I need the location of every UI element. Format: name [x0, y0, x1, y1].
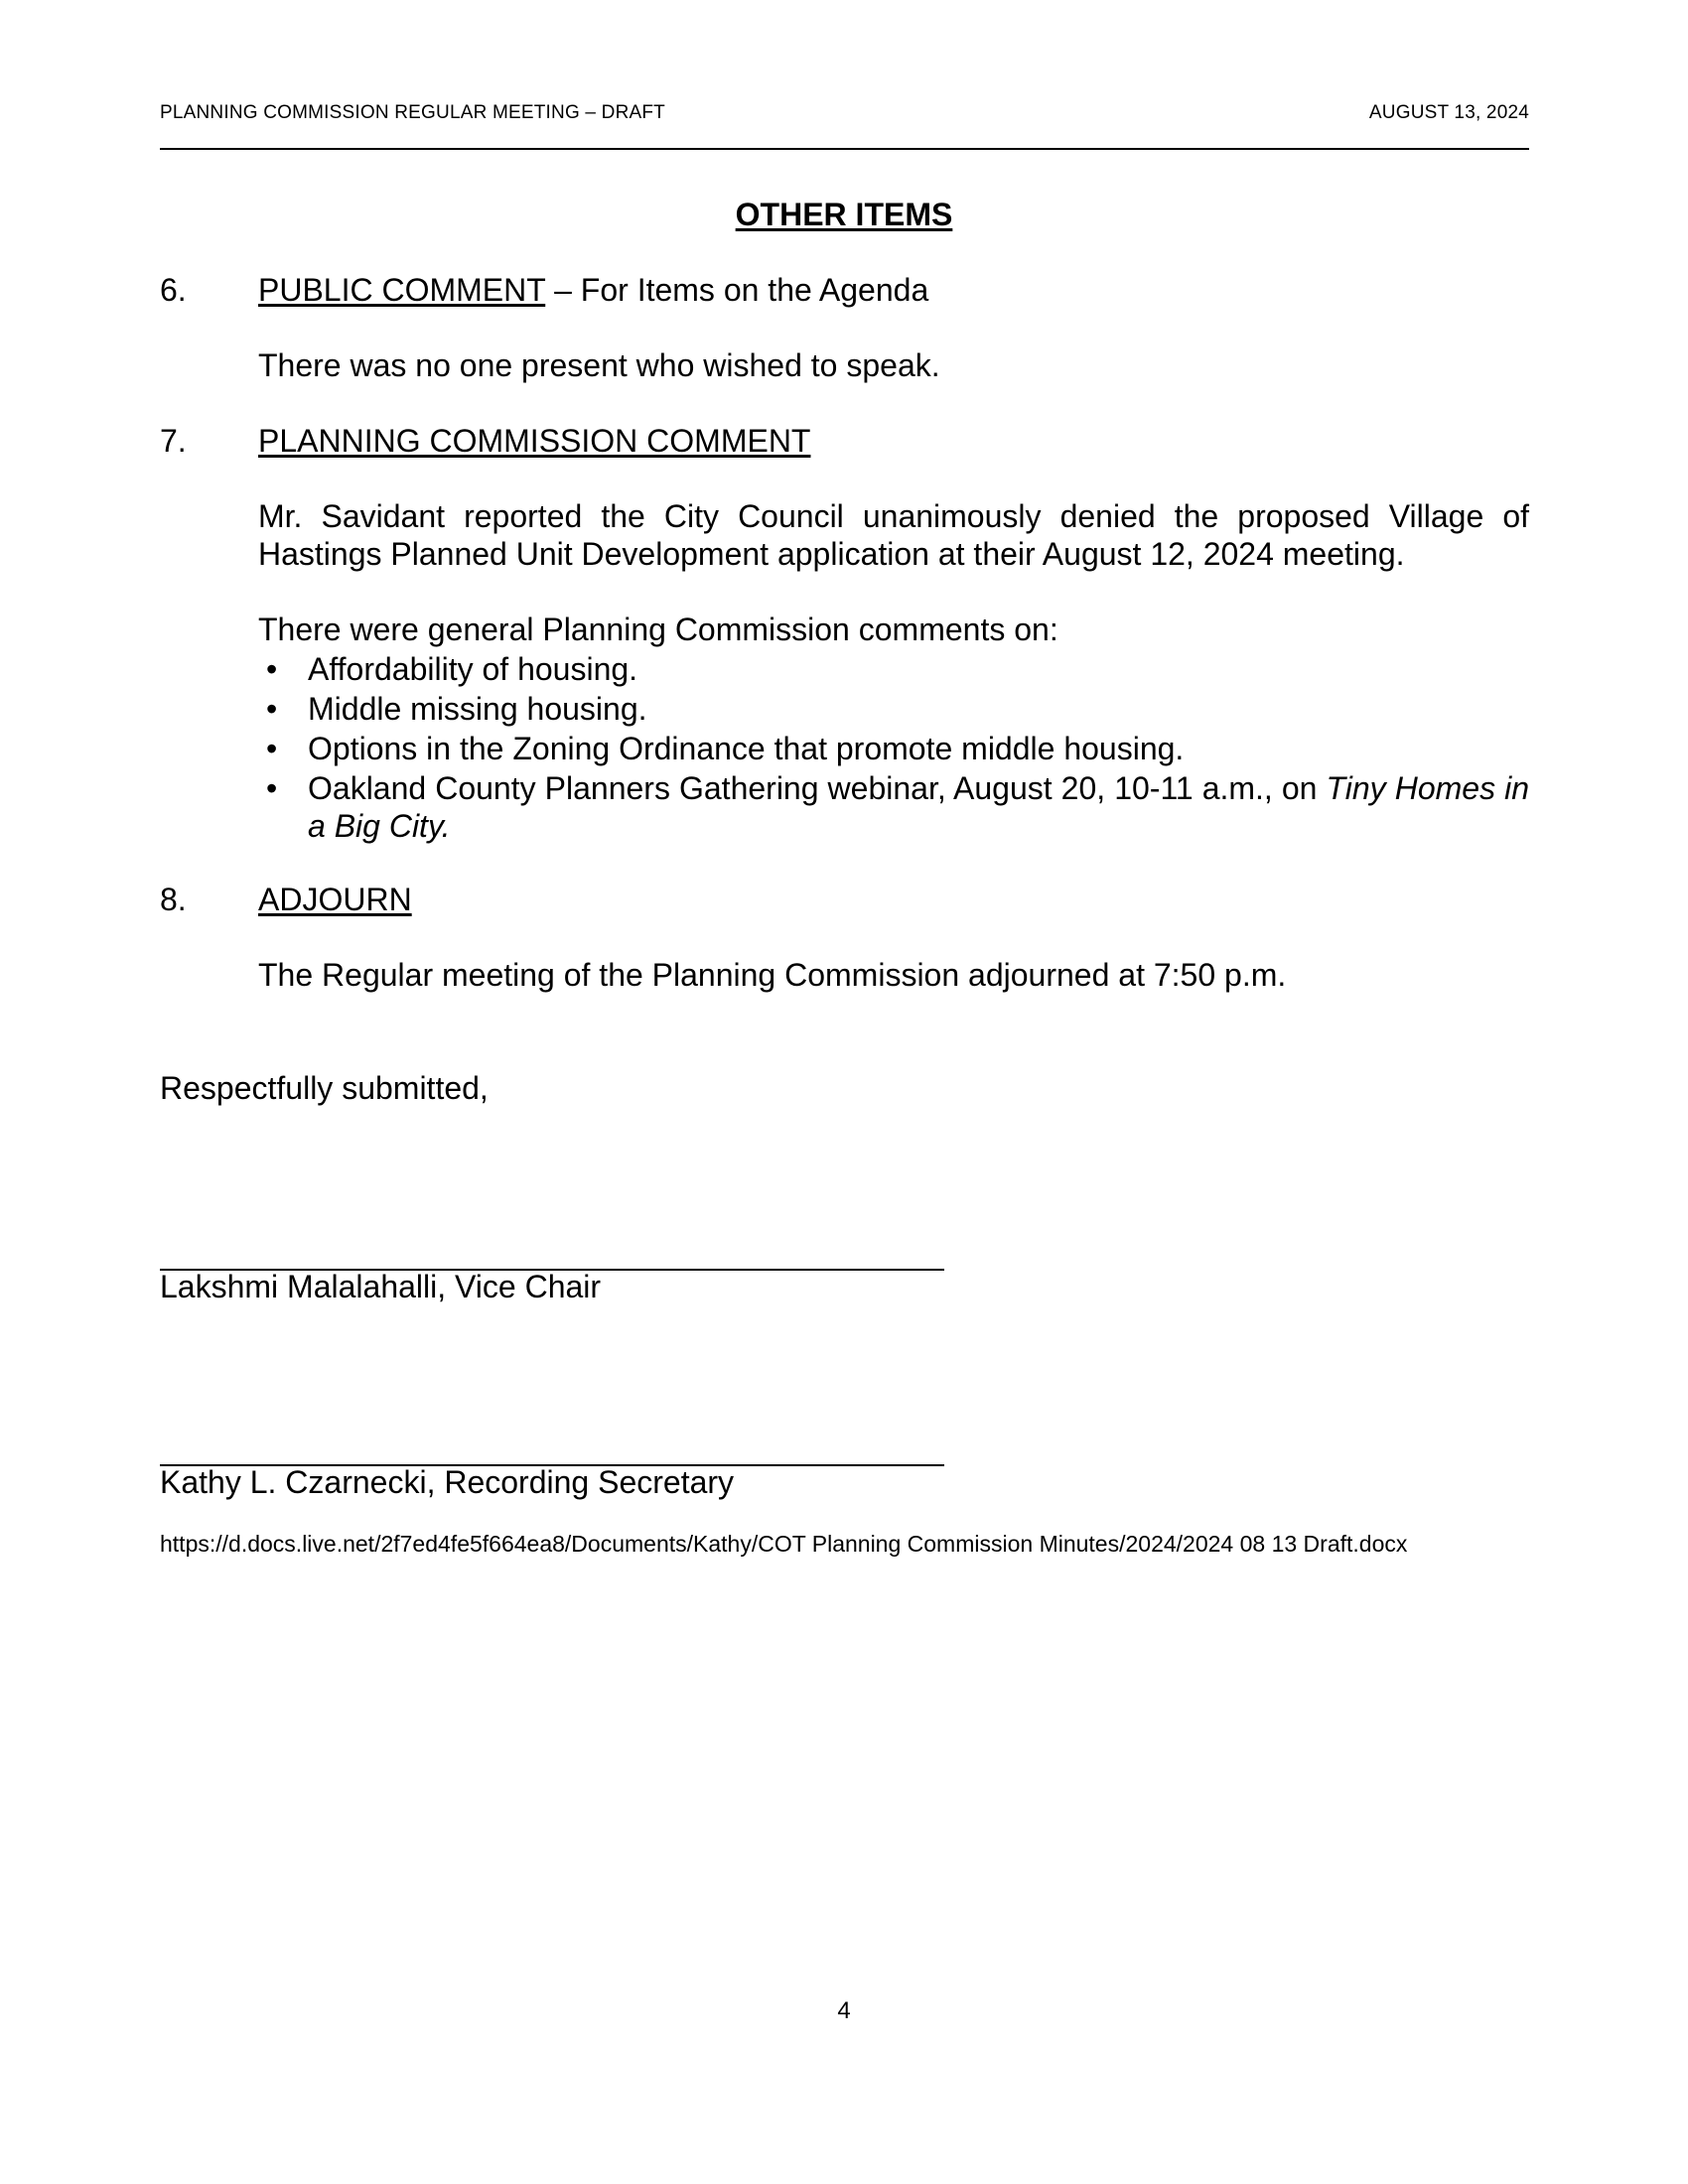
closing-text: Respectfully submitted,: [160, 1070, 489, 1106]
item-number: 8.: [160, 882, 187, 917]
item-heading-label: PLANNING COMMISSION COMMENT: [258, 423, 811, 459]
comments-intro: There were general Planning Commission comments on:: [258, 612, 1058, 647]
document-path: https://d.docs.live.net/2f7ed4fe5f664ea8/Documents/Kathy/COT Planning Commission Minutes/2024/2024 08 13 Draft.docx: [160, 1531, 1408, 1557]
item-heading-label: PUBLIC COMMENT: [258, 272, 546, 308]
signatory-name: Kathy L. Czarnecki, Recording Secretary: [160, 1464, 735, 1500]
section-title: OTHER ITEMS: [735, 197, 953, 232]
item-heading-planning-commission-comment: [258, 422, 810, 460]
comments-list: [258, 650, 1529, 847]
list-item-text: Options in the Zoning Ordinance that promote middle housing.: [308, 731, 1185, 766]
bullet-icon: •: [266, 731, 278, 766]
page-number: 4: [837, 1997, 851, 2024]
signatory-name: Lakshmi Malalahalli, Vice Chair: [160, 1269, 602, 1304]
item-text: There was no one present who wished to speak.: [258, 347, 940, 383]
page-header: [160, 102, 1529, 150]
bullet-icon: •: [266, 651, 278, 687]
item-text: The Regular meeting of the Planning Commission adjourned at 7:50 p.m.: [258, 957, 1287, 993]
list-item: [258, 650, 1529, 688]
header-meeting-title: PLANNING COMMISSION REGULAR MEETING – DRAFT: [160, 102, 665, 123]
list-item: [258, 769, 1529, 845]
list-item: [258, 690, 1529, 728]
bullet-icon: •: [266, 691, 278, 727]
item-number: 7.: [160, 423, 187, 459]
item-heading-adjourn: [258, 881, 412, 918]
bullet-icon: •: [266, 770, 278, 806]
item-heading-label: ADJOURN: [258, 882, 412, 917]
header-date: AUGUST 13, 2024: [1368, 102, 1529, 123]
list-item-text: Middle missing housing.: [308, 691, 647, 727]
item-heading-public-comment: [258, 271, 928, 309]
list-item-text: Affordability of housing.: [308, 651, 638, 687]
item-number: 6.: [160, 272, 187, 308]
list-item-italic-title: Tiny Homes in a Big City.: [308, 770, 1530, 844]
item-text: Mr. Savidant reported the City Council unanimously denied the proposed Village of Hastings Planned Unit Development application at their August 12, 2024 meeting.: [258, 498, 1529, 572]
list-item-text: Oakland County Planners Gathering webinar, August 20, 10-11 a.m., on: [308, 770, 1327, 806]
item-heading-suffix: – For Items on the Agenda: [545, 272, 929, 308]
list-item: [258, 730, 1529, 767]
